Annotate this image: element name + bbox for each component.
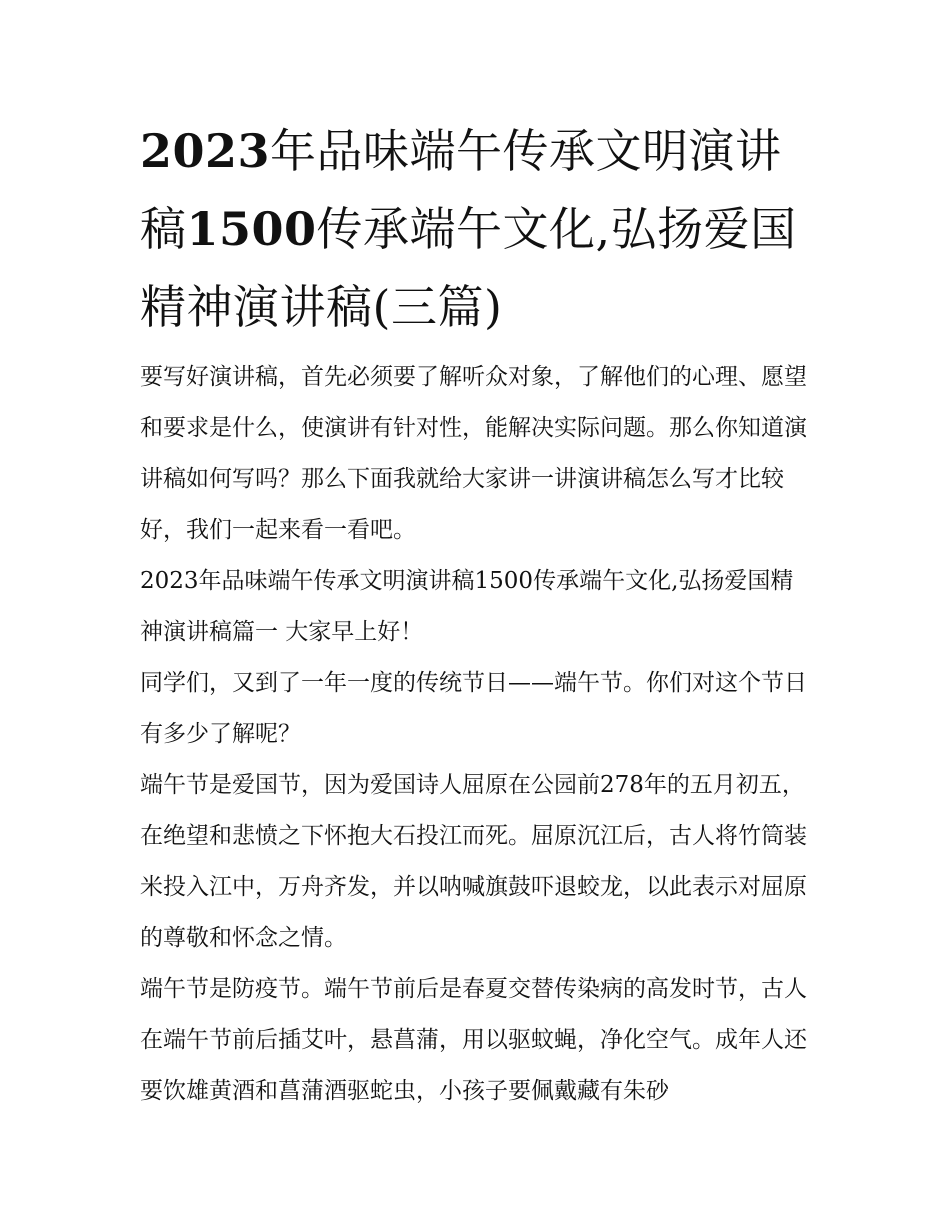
paragraph-patriotic-festival: 端午节是爱国节，因为爱国诗人屈原在公园前278年的五月初五，在绝望和悲愤之下怀抱大石投江而死。屈原沉江后，古人将竹筒装米投入江中，万舟齐发，并以呐喊旗鼓吓退蛟龙，以此表示对屈原的尊敬和怀念之情。 <box>140 772 807 951</box>
document-page <box>140 112 812 1117</box>
paragraph-intro: 要写好演讲稿，首先必须要了解听众对象，了解他们的心理、愿望和要求是什么，使演讲有针对性，能解决实际问题。那么你知道演讲稿如何写吗？那么下面我就给大家讲一讲演讲稿怎么写才比较好，我们一起来看一看吧。 <box>140 364 807 543</box>
paragraph-epidemic-festival: 端午节是防疫节。端午节前后是春夏交替传染病的高发时节，古人在端午节前后插艾叶，悬菖蒲，用以驱蚊蝇，净化空气。成年人还要饮雄黄酒和菖蒲酒驱蛇虫，小孩子要佩戴藏有朱砂 <box>140 976 807 1104</box>
paragraph-greeting: 同学们，又到了一年一度的传统节日——端午节。你们对这个节日有多少了解呢？ <box>140 670 807 747</box>
paragraph-heading-one: 2023年品味端午传承文明演讲稿1500传承端午文化,弘扬爱国精神演讲稿篇一 大家早上好！ <box>140 568 794 645</box>
document-title: 2023年品味端午传承文明演讲稿1500传承端午文化,弘扬爱国精神演讲稿(三篇) <box>140 124 797 334</box>
